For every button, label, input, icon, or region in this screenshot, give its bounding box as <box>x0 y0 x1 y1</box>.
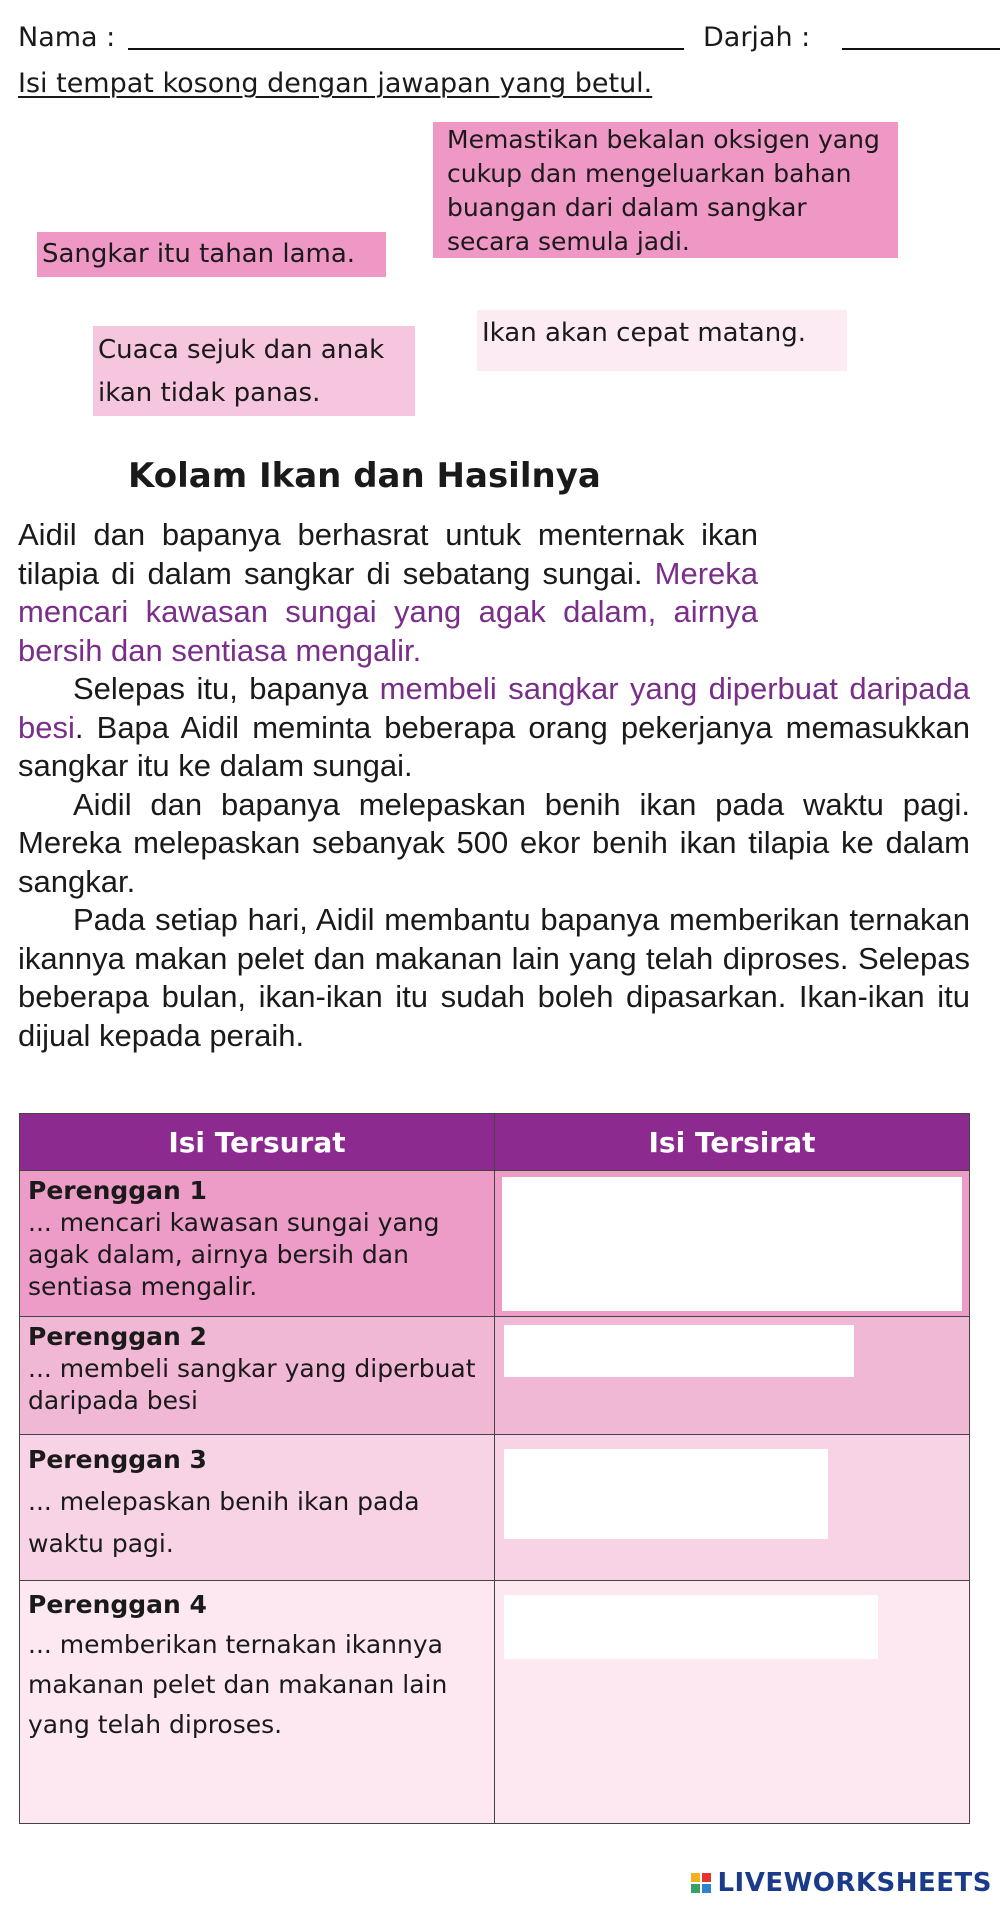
answer-drop-zone-1[interactable] <box>502 1177 962 1311</box>
table-row <box>20 1581 970 1824</box>
liveworksheets-logo <box>691 1868 992 1898</box>
row-1-implicit <box>495 1171 970 1317</box>
answer-drop-zone-4[interactable] <box>504 1595 878 1659</box>
answer-drop-zone-2[interactable] <box>504 1325 854 1377</box>
row-1-label: Perenggan 1 <box>28 1176 207 1205</box>
column-header-implicit: Isi Tersirat <box>495 1114 970 1171</box>
row-4-label: Perenggan 4 <box>28 1590 207 1619</box>
paragraph-1-highlight: Mereka mencari kawasan sungai yang agak dalam, airnya bersih dan sentiasa mengalir. <box>18 555 758 668</box>
column-header-explicit: Isi Tersurat <box>20 1114 495 1171</box>
option-mature[interactable]: Ikan akan cepat matang. <box>477 310 847 371</box>
option-oxygen[interactable]: Memastikan bekalan oksigen yang cukup dan mengeluarkan bahan buangan dari dalam sangkar secara semula jadi. <box>433 122 898 258</box>
row-2-explicit <box>20 1317 495 1435</box>
row-2-label: Perenggan 2 <box>28 1322 207 1351</box>
row-4-implicit <box>495 1581 970 1824</box>
story-title: Kolam Ikan dan Hasilnya <box>128 456 601 496</box>
row-3-label: Perenggan 3 <box>28 1445 207 1474</box>
row-2-text: ... membeli sangkar yang diperbuat daripada besi <box>28 1354 476 1415</box>
paragraph-2-text-b: . Bapa Aidil meminta beberapa orang pekerjanya memasukkan sangkar itu ke dalam sungai. <box>18 709 970 783</box>
row-4-text: ... memberikan ternakan ikannya makanan pelet dan makanan lain yang telah diproses. <box>28 1630 448 1739</box>
content-table <box>19 1113 970 1824</box>
paragraph-2-text-a: Selepas itu, bapanya <box>73 671 369 706</box>
row-3-implicit <box>495 1435 970 1581</box>
row-4-explicit <box>20 1581 495 1824</box>
table-row <box>20 1435 970 1581</box>
brand-grid-icon <box>691 1873 711 1893</box>
class-label: Darjah : <box>703 22 811 53</box>
row-1-text: ... mencari kawasan sungai yang agak dalam, airnya bersih dan sentiasa mengalir. <box>28 1208 440 1301</box>
option-durable[interactable]: Sangkar itu tahan lama. <box>37 232 386 277</box>
brand-name: LIVEWORKSHEETS <box>717 1868 992 1898</box>
paragraph-1 <box>18 516 758 670</box>
story-text <box>18 516 970 1055</box>
row-3-text: ... melepaskan benih ikan pada waktu pagi. <box>28 1487 420 1558</box>
table-row <box>20 1171 970 1317</box>
name-line <box>128 48 684 50</box>
option-cool-weather[interactable]: Cuaca sejuk dan anak ikan tidak panas. <box>93 326 415 416</box>
answer-drop-zone-3[interactable] <box>504 1449 828 1539</box>
paragraph-1-text: Aidil dan bapanya berhasrat untuk menternak ikan tilapia di dalam sangkar di sebatang sungai. <box>18 517 758 591</box>
paragraph-4: Pada setiap hari, Aidil membantu bapanya memberikan ternakan ikannya makan pelet dan makanan lain yang telah diproses. Selepas beberapa bulan, ikan-ikan itu sudah boleh dipasarkan. Ikan-ikan itu dijual kepada peraih. <box>18 902 970 1053</box>
table-row <box>20 1317 970 1435</box>
paragraph-2-highlight: membeli sangkar yang diperbuat daripada besi <box>18 671 970 745</box>
class-line <box>842 48 1000 50</box>
name-label: Nama : <box>18 22 116 53</box>
paragraph-3: Aidil dan bapanya melepaskan benih ikan pada waktu pagi. Mereka melepaskan sebanyak 500 ekor benih ikan tilapia ke dalam sangkar. <box>18 786 970 899</box>
row-3-explicit <box>20 1435 495 1581</box>
instruction: Isi tempat kosong dengan jawapan yang betul. <box>18 68 653 99</box>
paragraph-2 <box>18 670 970 786</box>
row-1-explicit <box>20 1171 495 1317</box>
row-2-implicit <box>495 1317 970 1435</box>
